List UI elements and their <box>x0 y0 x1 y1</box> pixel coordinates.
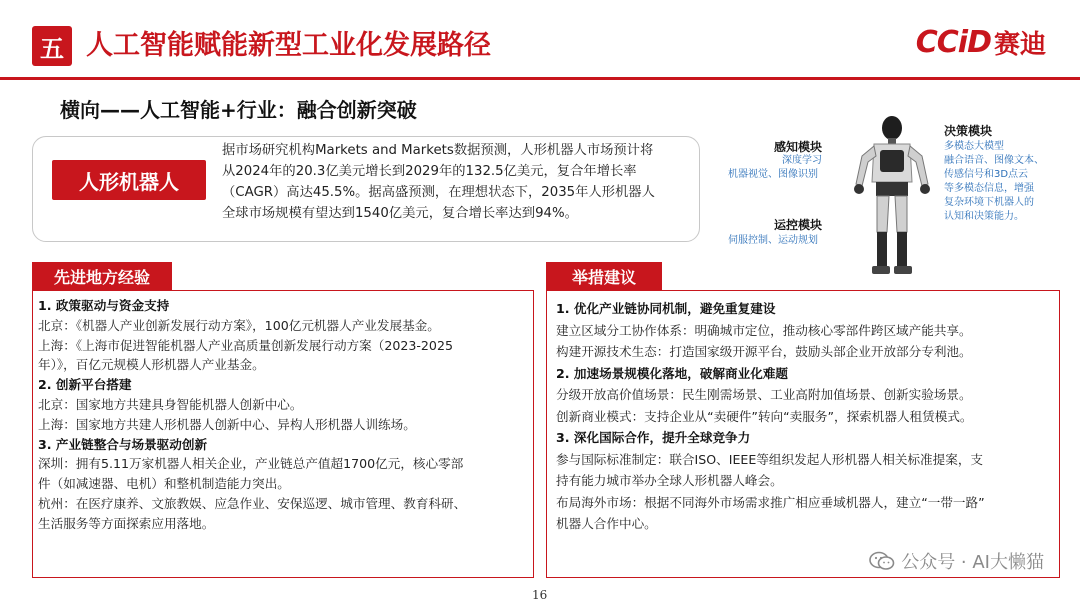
decision-module-desc-2: 融合语音、图像文本、 <box>944 155 1044 166</box>
right-panel-line: 构建开源技术生态：打造国家级开源平台，鼓励头部企业开放部分专利池。 <box>556 344 972 359</box>
intro-line: 据市场研究机构Markets and Markets数据预测，人形机器人市场预计将 <box>222 143 654 158</box>
intro-tag: 人形机器人 <box>52 160 206 200</box>
right-panel-line: 布局海外市场：根据不同海外市场需求推广相应垂域机器人，建立“一带一路” <box>556 494 985 510</box>
section-number-badge: 五 <box>32 26 72 66</box>
left-panel-line: 深圳：拥有5.11万家机器人相关企业，产业链总产值超1700亿元，核心零部 <box>38 456 464 472</box>
section-subtitle: 横向——人工智能+行业：融合创新突破 <box>60 98 417 122</box>
right-panel-tag: 举措建议 <box>546 262 662 290</box>
left-panel-line: 3. 产业链整合与场景驱动创新 <box>38 436 208 452</box>
left-panel-body <box>38 296 530 534</box>
left-panel-line: 北京：《机器人产业创新发展行动方案》，100亿元机器人产业发展基金。 <box>38 317 440 333</box>
header-divider <box>0 77 1080 80</box>
wechat-icon <box>869 551 895 571</box>
perception-module-title: 感知模块 <box>774 140 823 154</box>
motion-module-desc: 伺服控制、运动规划 <box>728 235 818 246</box>
perception-module-desc-2: 机器视觉、图像识别 <box>728 169 818 180</box>
right-panel-line: 2. 加速场景规模化落地，破解商业化难题 <box>556 365 789 381</box>
decision-module-title: 决策模块 <box>944 124 993 138</box>
left-panel-line: 1. 政策驱动与资金支持 <box>38 298 170 313</box>
left-panel-tag: 先进地方经验 <box>32 262 172 290</box>
right-panel-line: 参与国际标准制定：联合ISO、IEEE等组织发起人形机器人相关标准提案，支 <box>556 451 984 467</box>
right-panel-line: 分级开放高价值场景：民生刚需场景、工业高附加值场景、创新实验场景。 <box>556 387 972 402</box>
right-panel-body <box>556 298 1056 535</box>
decision-module-desc-4: 等多模态信息，增强 <box>944 183 1034 194</box>
left-panel-line: 2. 创新平台搭建 <box>38 377 132 393</box>
logo-ccid-text: CCiD <box>915 24 991 60</box>
intro-text <box>222 140 692 224</box>
right-panel-line: 持有能力城市举办全球人形机器人峰会。 <box>556 473 783 488</box>
page-title: 人工智能赋能新型工业化发展路径 <box>86 30 491 61</box>
watermark-text: 公众号 · AI大懒猫 <box>901 552 1044 573</box>
decision-module-desc-1: 多模态大模型 <box>944 141 1004 152</box>
right-panel-line: 机器人合作中心。 <box>556 516 657 531</box>
humanoid-robot-illustration <box>852 112 932 282</box>
ccid-logo <box>916 24 1046 60</box>
page-number: 16 <box>532 588 548 602</box>
right-panel-line: 创新商业模式：支持企业从“卖硬件”转向“卖服务”，探索机器人租赁模式。 <box>556 408 973 424</box>
intro-line: 从2024年的20.3亿美元增长到2029年的132.5亿美元，复合年增长率 <box>222 164 637 179</box>
intro-line: 全球市场规模有望达到1540亿美元，复合增长率达到94%。 <box>222 206 578 221</box>
slide-header <box>0 0 1080 78</box>
perception-module-desc-1: 深度学习 <box>782 155 822 166</box>
left-panel-line: 上海：国家地方共建人形机器人创新中心、异构人形机器人训练场。 <box>38 416 416 432</box>
wechat-watermark <box>869 548 1044 574</box>
right-panel-line: 1. 优化产业链协同机制，避免重复建设 <box>556 301 776 316</box>
motion-module-title: 运控模块 <box>774 218 823 232</box>
intro-line: （CAGR）高达45.5%。据高盛预测，在理想状态下，2035年人形机器人 <box>222 185 655 200</box>
right-panel-line: 3. 深化国际合作，提升全球竞争力 <box>556 430 751 445</box>
left-panel-line: 生活服务等方面探索应用落地。 <box>38 515 215 531</box>
right-panel-line: 建立区域分工协作体系：明确城市定位，推动核心零部件跨区域产能共享。 <box>556 322 972 338</box>
left-panel-line: 北京：国家地方共建具身智能机器人创新中心。 <box>38 396 303 412</box>
decision-module-desc-3: 传感信号和3D点云 <box>944 169 1029 180</box>
decision-module-desc-5: 复杂环境下机器人的 <box>944 197 1034 208</box>
left-panel-line: 件（如减速器、电机）和整机制造能力突出。 <box>38 476 290 492</box>
logo-cn-text: 赛迪 <box>993 29 1046 60</box>
left-panel-line: 年）》，百亿元规模人形机器人产业基金。 <box>38 357 265 373</box>
left-panel-line: 上海：《上海市促进智能机器人产业高质量创新发展行动方案（2023-2025 <box>38 337 453 353</box>
decision-module-desc-6: 认知和决策能力。 <box>944 211 1024 222</box>
left-panel-line: 杭州：在医疗康养、文旅教娱、应急作业、安保巡逻、城市管理、教育科研、 <box>38 495 467 511</box>
